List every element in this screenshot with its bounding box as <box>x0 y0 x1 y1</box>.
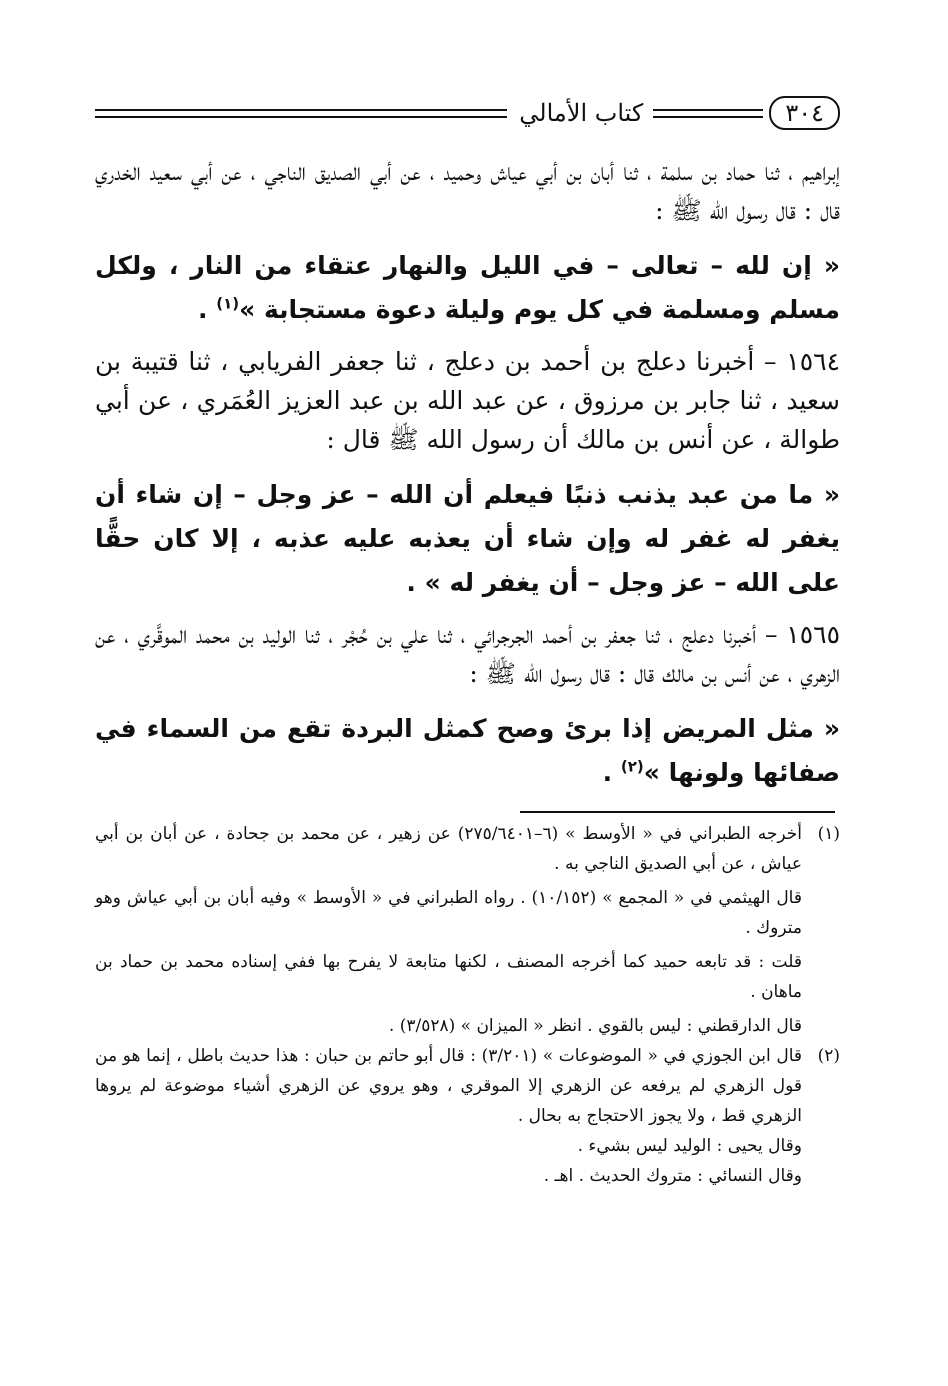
footnote-number: (١) <box>817 824 840 844</box>
footnote-line: أخرجه الطبراني في « الأوسط » (٦–٢٧٥/٦٤٠١) عن زهير ، عن محمد بن جحادة ، عن أبان بن أبي عياش ، عن أبي الصديق الناجي به . <box>95 824 802 874</box>
footnote-separator <box>520 811 835 813</box>
hadith-text: « إن لله – تعالى – في الليل والنهار عتقاء من النار ، ولكل مسلم ومسلمة في كل يوم وليلة دعوة مستجابة » <box>95 251 840 324</box>
footnote-line: قال الدارقطني : ليس بالقوي . انظر « الميزان » (٣/٥٢٨) . <box>388 1016 802 1036</box>
footnote-body <box>95 819 802 1041</box>
paragraph-1565: ١٥٦٥ – أخبرنا دعلج ، ثنا جعفر بن أحمد الجرجرائي ، ثنا علي بن حُجْر ، ثنا الوليد بن محمد الموقَّري ، عن الزهري ، عن أنس بن مالك قال : قال رسول الله ﷺ : <box>95 620 840 688</box>
header-rule-left <box>95 109 507 118</box>
header-rule <box>653 109 763 118</box>
paragraph-isnad-1: إبراهيم ، ثنا حماد بن سلمة ، ثنا أبان بن أبي عياش وحميد ، عن أبي الصديق الناجي ، عن أبي سعيد الخدري قال : قال رسول الله ﷺ : <box>95 157 840 225</box>
footnote-2 <box>95 1041 840 1191</box>
footnote-line: قلت : قد تابعه حميد كما أخرجه المصنف ، لكنها متابعة لا يفرح بها ففي إسناده محمد بن حماد بن ماهان . <box>95 952 802 1002</box>
footnote-line: وقال النسائي : متروك الحديث . اهـ . <box>543 1166 802 1186</box>
hadith-end: . <box>602 758 621 787</box>
running-header <box>95 92 840 134</box>
hadith-1564: « ما من عبد يذنب ذنبًا فيعلم أن الله – عز وجل – إن شاء أن يغفر له غفر له وإن شاء أن يعذبه عليه عذبه ، إلا كان حقًّا على الله – عز وجل – أن يغفر له » . <box>95 480 840 597</box>
paragraph-1564: ١٥٦٤ – أخبرنا دعلج بن أحمد بن دعلج ، ثنا جعفر الفريابي ، ثنا قتيبة بن سعيد ، ثنا جابر بن مرزوق ، عن عبد الله بن عبد العزيز العُمَري ، عن أبي طوالة ، عن أنس بن مالك أن رسول الله ﷺ قال : <box>95 347 840 454</box>
running-title: كتاب الأمالي <box>519 99 644 127</box>
footnote-body <box>95 1041 802 1191</box>
footnotes <box>95 819 840 1191</box>
footnote-number: (٢) <box>817 1046 840 1066</box>
main-text <box>95 152 840 795</box>
footnote-line: قال ابن الجوزي في « الموضوعات » (٣/٢٠١) : قال أبو حاتم بن حبان : هذا حديث باطل ، إنما هو من قول الزهري لم يرفعه عن الزهري إلا الموقري ، وهو يروي عن الزهري أشياء موضوعة لم يروها الزهري قط ، ولا يجوز الاحتجاج به بحال . <box>95 1046 802 1126</box>
footnote-ref-1[interactable]: (١) <box>216 294 240 313</box>
book-page <box>95 92 840 1191</box>
hadith-1563 <box>95 244 840 332</box>
hadith-end: . <box>198 295 217 324</box>
footnote-1 <box>95 819 840 1041</box>
footnote-line: وقال يحيى : الوليد ليس بشيء . <box>577 1136 802 1156</box>
footnote-ref-2[interactable]: (٢) <box>620 757 644 776</box>
footnote-line: قال الهيثمي في « المجمع » (١٠/١٥٢) . رواه الطبراني في « الأوسط » وفيه أبان بن أبي عياش وهو متروك . <box>95 888 802 938</box>
hadith-text: « مثل المريض إذا برئ وصح كمثل البردة تقع من السماء في صفائها ولونها » <box>95 714 840 787</box>
hadith-1565 <box>95 707 840 795</box>
page-number: ٣٠٤ <box>769 96 840 130</box>
